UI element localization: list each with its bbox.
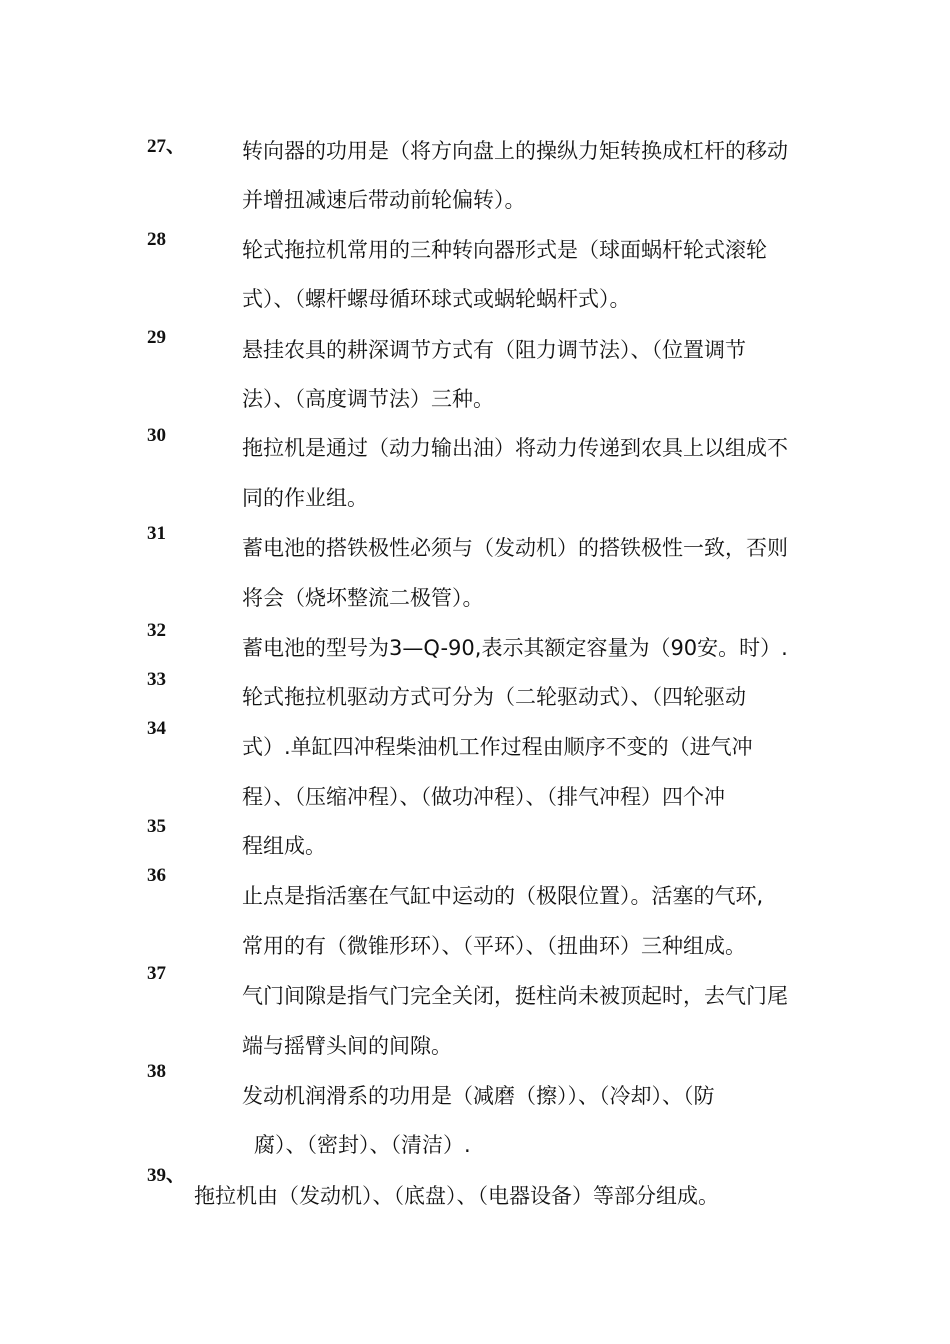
text-line: 发动机润滑系的功用是（减磨（擦））、（冷却）、（防 <box>242 1084 715 1108</box>
item-number-37: 37 <box>147 963 166 984</box>
text-line: 常用的有（微锥形环）、（平环）、（扭曲环）三种组成。 <box>242 934 746 958</box>
text-line: 式）.单缸四冲程柴油机工作过程由顺序不变的（进气冲 <box>242 735 753 759</box>
text-line: 程）、（压缩冲程）、（做功冲程）、（排气冲程）四个冲 <box>242 785 725 809</box>
text-line: 轮式拖拉机常用的三种转向器形式是（球面蜗杆轮式滚轮 <box>242 238 767 262</box>
item-number-36: 36 <box>147 865 166 886</box>
text-line: 法）、（高度调节法）三种。 <box>242 387 494 411</box>
text-line: 转向器的功用是（将方向盘上的操纵力矩转换成杠杆的移动 <box>242 139 788 163</box>
text-line: 蓄电池的搭铁极性必须与（发动机）的搭铁极性一致，否则 <box>242 536 788 560</box>
text-line: 气门间隙是指气门完全关闭，挺柱尚未被顶起时，去气门尾 <box>242 984 788 1008</box>
item-number-33: 33 <box>147 669 166 690</box>
item-number-27: 27、 <box>147 136 186 157</box>
item-number-31: 31 <box>147 523 166 544</box>
text-line: 端与摇臂头间的间隙。 <box>242 1034 452 1058</box>
text-line: 悬挂农具的耕深调节方式有（阻力调节法）、（位置调节 <box>242 338 746 362</box>
text-line: 同的作业组。 <box>242 486 368 510</box>
text-line: 拖拉机由（发动机）、（底盘）、（电器设备）等部分组成。 <box>194 1184 719 1208</box>
item-number-38: 38 <box>147 1061 166 1082</box>
item-number-34: 34 <box>147 718 166 739</box>
text-line: 程组成。 <box>242 834 326 858</box>
item-number-28: 28 <box>147 229 166 250</box>
text-line: 蓄电池的型号为3—Q-90,表示其额定容量为（90安。时）. <box>242 636 788 660</box>
text-line: 将会（烧坏整流二极管）。 <box>242 586 484 610</box>
text-line: 止点是指活塞在气缸中运动的（极限位置）。活塞的气环, <box>242 884 764 908</box>
item-number-32: 32 <box>147 620 166 641</box>
text-line: 拖拉机是通过（动力输出油）将动力传递到农具上以组成不 <box>242 436 788 460</box>
text-line: 式）、（螺杆螺母循环球式或蜗轮蜗杆式）。 <box>242 287 631 311</box>
item-number-35: 35 <box>147 816 166 837</box>
item-number-30: 30 <box>147 425 166 446</box>
text-line: 轮式拖拉机驱动方式可分为（二轮驱动式）、（四轮驱动 <box>242 685 746 709</box>
item-number-39: 39、 <box>147 1165 186 1186</box>
text-line: 并增扭减速后带动前轮偏转）。 <box>242 188 526 212</box>
item-number-29: 29 <box>147 327 166 348</box>
text-line: 腐）、（密封）、（清洁）. <box>254 1133 471 1157</box>
